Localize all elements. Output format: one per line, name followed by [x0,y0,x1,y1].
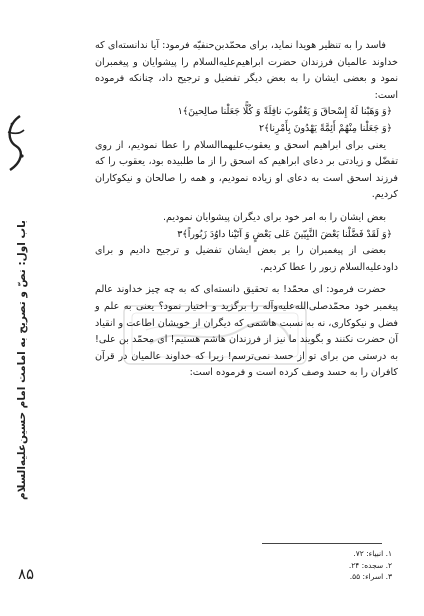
footnotes [262,548,392,583]
chapter-calligraphy-mark [0,110,30,180]
quran-verse: ﴿وَ وَهَبْنا لَهُ إِسْحاقَ وَ یَعْقُوبَ نافِلَةً وَ کُلًّا جَعَلْنا صالِحینَ﴾۱ [177,106,392,118]
footnote-item: ۱. انبیاء: ۷۲. [353,549,392,558]
quran-verse: ﴿وَ لَقَدْ فَضَّلْنا بَعْضَ النَّبِیّینَ عَلی بَعْضٍ وَ آتَیْنا داوُدَ زَبُوراً﴾۳ [177,228,392,240]
chapter-side-title [10,210,34,510]
paragraph-hadith: حضرت فرمود: ای محمّد! به تحقیق دانسته‌ای که به چه چیز خداوند عالم پیغمبر خود محمّد‌صلی‌الله‌علیه‌وآله را برگزید و اختیار نمود؟ یعنی به علم و فضل و نیکوکاری، نه به نسبت هاشمی که دیگران از خویشان اطاعت و انقیاد آن حضرت نکنند و بگویند ما نیز از فرزندان هاشم هستیم! ای محمّد بن علی! به درستی من برای تو از حسد نمی‌ترسم! زیرا که خداوند عالمیان در قرآن کافران را به حسد وصف کرده است و فرموده است: [95,284,398,379]
paragraph-leaders: بعض ایشان را به امر خود برای دیگران پیشوایان نمودیم. [162,211,386,223]
paragraph-intro: فاسد را به تنظیر هویدا نماید، برای محمّدبن‌حنفیّه فرمود: آیا ندانسته‌ای که خداوند عالمیان فرزندان حضرت ابراهیم‌علیه‌السلام را پیشوایان و پیغمبران نمود و بعضی ایشان را به بعض دیگر تفضیل و ترجیح داد، چنانکه فرموده است: [95,40,398,101]
footnote-item: ۳. اسراء: ۵۵. [349,572,392,581]
quran-verse: ﴿وَ جَعَلْنا مِنْهُمْ أَئِمَّةً یَهْدُونَ بِأَمْرِنا﴾۲ [258,122,392,134]
paragraph-translation: یعنی برای ابراهیم اسحق و یعقوب‌علیهماالسلام را عطا نمودیم، از روی تفضّل و زیادتی بر دعای ابراهیم که اسحق را از ما طلبیده بود، یعقوب را که فرزند اسحق است به دعای او زیاده نمودیم، و همه را صالحان و نیکوکاران کردیم. [95,139,398,201]
page-number: ۸۵ [18,565,35,583]
chapter-title-text: باب اول: نصّ و تصریح به امامت امام حسین‌علیه‌السلام [16,220,28,500]
paragraph-prophets: بعضی از پیغمبران را بر بعض ایشان تفضیل و ترجیح دادیم و برای داود‌علیه‌السلام زبور را عطا کردیم. [95,245,398,273]
main-text [95,38,398,382]
footnote-item: ۲. سجده: ۲۴. [348,560,392,570]
footnote-divider [262,543,382,544]
